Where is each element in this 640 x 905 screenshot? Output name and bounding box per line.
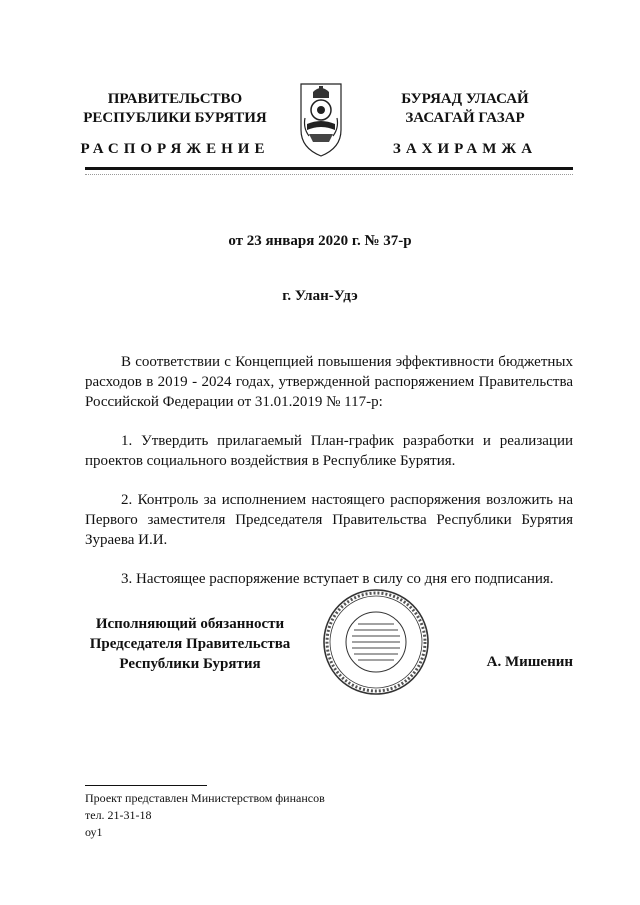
footer-line: оу1	[85, 825, 103, 839]
coat-of-arms-icon	[297, 78, 345, 158]
header-russian	[60, 90, 290, 128]
header-left-line: ПРАВИТЕЛЬСТВО	[107, 91, 243, 107]
signatory-title	[85, 614, 295, 674]
doc-type-buryat: ЗАХИРАМЖА	[392, 141, 538, 157]
doc-type-russian: РАСПОРЯЖЕНИЕ	[80, 141, 270, 157]
body-paragraph: 3. Настоящее распоряжение вступает в силу со дня его подписания.	[121, 571, 554, 587]
document-city: г. Улан-Удэ	[282, 288, 358, 304]
signatory-title-line: Исполняющий обязанности	[95, 616, 285, 632]
body-paragraph: 1. Утвердить прилагаемый План-график разработки и реализации проектов социального воздействия в Республике Бурятия.	[85, 433, 573, 469]
footer-line: Проект представлен Министерством финансов	[85, 791, 325, 805]
header-left-line: РЕСПУБЛИКИ БУРЯТИЯ	[83, 110, 267, 126]
header-right-line: ЗАСАГАЙ ГАЗАР	[405, 110, 525, 126]
signatory-name: А. Мишенин	[486, 654, 573, 670]
header-dotted-divider	[85, 174, 573, 175]
footer-notes	[85, 790, 325, 841]
official-seal-icon	[322, 588, 430, 696]
header-right-line: БУРЯАД УЛАСАЙ	[401, 91, 529, 107]
body-paragraph: В соответствии с Концепцией повышения эффективности бюджетных расходов в 2019 - 2024 годах, утвержденной распоряжением Правительства Российской Федерации от 31.01.2019 № 117-р:	[85, 354, 573, 410]
footer-line: тел. 21-31-18	[85, 808, 152, 822]
body-paragraph: 2. Контроль за исполнением настоящего распоряжения возложить на Первого заместителя Председателя Правительства Республики Бурятия Зураева И.И.	[85, 492, 573, 548]
document-body	[85, 352, 573, 608]
header-divider	[85, 167, 573, 170]
signatory-title-line: Председателя Правительства	[89, 636, 291, 652]
document-date-number: от 23 января 2020 г. № 37-р	[228, 233, 412, 249]
footer-divider	[85, 785, 207, 786]
signatory-title-line: Республики Бурятия	[119, 656, 261, 672]
header-buryat	[350, 90, 580, 128]
